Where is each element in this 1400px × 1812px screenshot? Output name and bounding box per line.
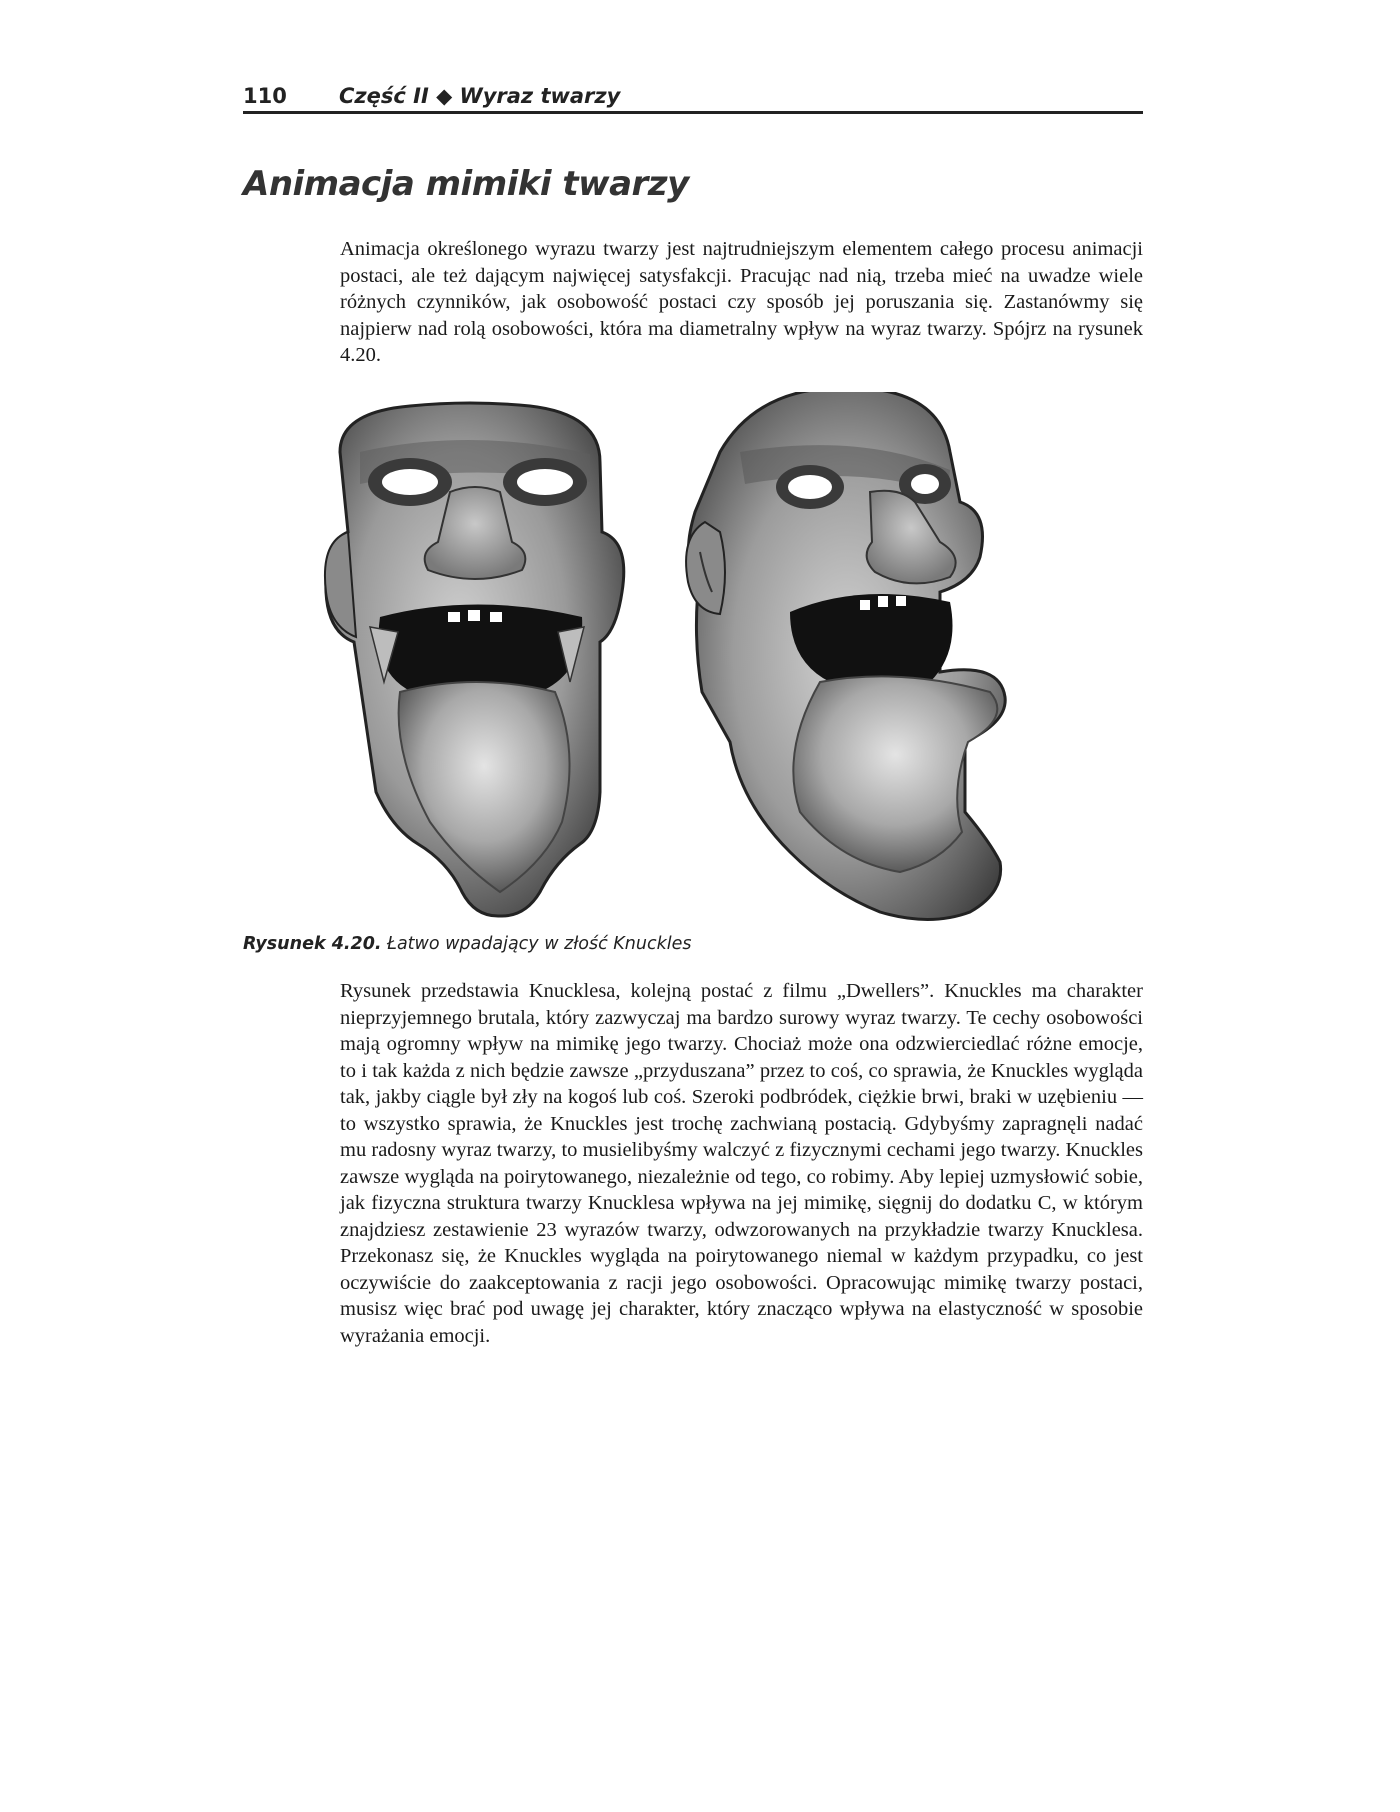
figure-caption <box>243 934 691 954</box>
caption-label: Rysunek 4.20. <box>243 934 382 954</box>
running-title: Część II ◆ Wyraz twarzy <box>339 84 621 108</box>
figure-knuckles <box>300 392 1130 924</box>
section-title: Animacja mimiki twarzy <box>243 164 689 204</box>
caption-text: Łatwo wpadający w złość Knuckles <box>387 934 692 954</box>
knuckles-front-view <box>325 403 624 916</box>
intro-paragraph: Animacja określonego wyrazu twarzy jest najtrudniejszym elementem całego procesu animacji postaci, ale też dającym najwięcej satysfakcji. Pracując nad nią, trzeba mieć na uwadze wiele różnych czynników, jak osobowość postaci czy sposób jej poruszania się. Zastanówmy się najpierw nad rolą osobowości, która ma diametralny wpływ na wyraz twarzy. Spójrz na rysunek 4.20. <box>340 238 1143 366</box>
header-rule <box>243 111 1143 114</box>
knuckles-illustration <box>300 392 1130 924</box>
page-number: 110 <box>243 84 287 108</box>
running-header <box>243 84 1143 114</box>
knuckles-side-view <box>686 392 1005 920</box>
main-paragraph: Rysunek przedstawia Knucklesa, kolejną postać z filmu „Dwellers”. Knuckles ma charakter nieprzyjemnego brutala, który zazwyczaj ma bardzo surowy wyraz twarzy. Te cechy osobowości mają ogromny wpływ na mimikę jego twarzy. Chociaż może ona odzwierciedlać różne emocje, to i tak każda z nich będzie zawsze „przyduszana” przez to coś, co sprawia, że Knuckles wygląda tak, jakby ciągle był zły na kogoś lub coś. Szeroki podbródek, ciężkie brwi, braki w uzębieniu — to wszystko sprawia, że Knuckles jest trochę zachwianą postacią. Gdybyśmy zapragnęli nadać mu radosny wyraz twarzy, to musielibyśmy walczyć z fizycznymi cechami jego twarzy. Knuckles zawsze wygląda na poirytowanego, niezależnie od tego, co robimy. Aby lepiej uzmysłowić sobie, jak fizyczna struktura twarzy Knucklesa wpływa na jej mimikę, sięgnij do dodatku C, w którym znajdziesz zestawienie 23 wyrazów twarzy, odwzorowanych na przykładzie twarzy Knucklesa. Przekonasz się, że Knuckles wygląda na poirytowanego niemal w każdym przypadku, co jest oczywiście do zaakceptowania z racji jego osobowości. Opracowując mimikę twarzy postaci, musisz więc brać pod uwagę jej charakter, który znacząco wpływa na elastyczność w sposobie wyrażania emocji. <box>340 980 1143 1347</box>
